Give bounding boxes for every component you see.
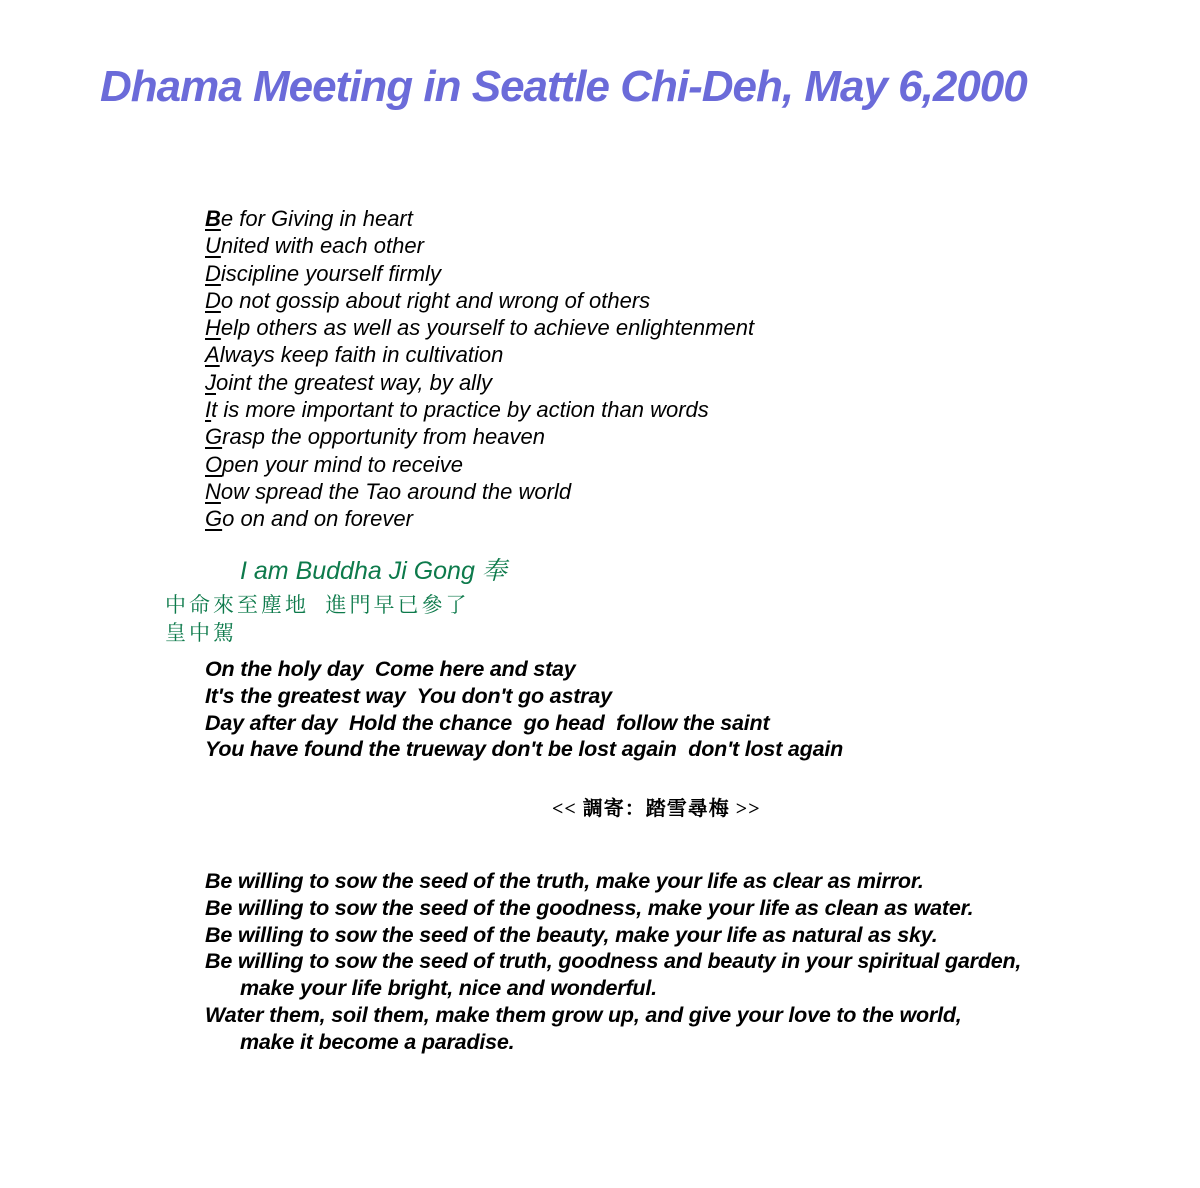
page-title: Dhama Meeting in Seattle Chi-Deh, May 6,2000: [100, 62, 1027, 111]
acrostic-lead-letter: B: [205, 206, 221, 231]
closing-line: Be willing to sow the seed of the truth, make your life as clear as mirror.: [205, 869, 924, 893]
acrostic-lead-letter: U: [205, 233, 221, 259]
closing-line: Be willing to sow the seed of truth, goodness and beauty in your spiritual garden,: [205, 949, 1022, 974]
acrostic-line: Discipline yourself firmly: [205, 260, 441, 286]
acrostic-lead-letter: D: [205, 260, 221, 286]
acrostic-line: Help others as well as yourself to achieve enlightenment: [205, 315, 755, 341]
tune-note: << 調寄：踏雪尋梅 >>: [552, 798, 761, 820]
acrostic-lead-letter: I: [205, 397, 212, 423]
verse-line: On the holy day Come here and stay: [205, 657, 576, 681]
closing-line: make your life bright, nice and wonderful.: [240, 976, 657, 1001]
acrostic-line: United with each other: [205, 233, 424, 259]
acrostic-line: Do not gossip about right and wrong of others: [205, 287, 651, 313]
closing-line: Be willing to sow the seed of the goodness, make your life as clean as water.: [205, 895, 974, 920]
acrostic-lead-letter: H: [205, 315, 221, 341]
acrostic-line: Always keep faith in cultivation: [205, 342, 504, 368]
acrostic-lead-letter: J: [205, 369, 216, 395]
acrostic-lead-letter: G: [205, 506, 223, 532]
chinese-line-2: 皇中駕: [165, 621, 237, 645]
acrostic-line: It is more important to practice by action than words: [205, 397, 709, 423]
acrostic-line: Go on and on forever: [205, 506, 413, 532]
closing-stanza: [205, 868, 1021, 1056]
verse-line: You have found the trueway don't be lost again don't lost again: [205, 737, 844, 762]
closing-line: Be willing to sow the seed of the beauty, make your life as natural as sky.: [205, 922, 938, 947]
verse-line: Day after day Hold the chance go head follow the saint: [205, 710, 770, 735]
acrostic-line: Grasp the opportunity from heaven: [205, 424, 545, 450]
hymn-verse: [205, 656, 843, 763]
acrostic-line: Be for Giving in heart: [205, 206, 413, 231]
acrostic-line: Joint the greatest way, by ally: [205, 369, 492, 395]
acrostic-line: Now spread the Tao around the world: [205, 478, 572, 504]
acrostic-poem: [205, 205, 754, 533]
acrostic-lead-letter: G: [205, 424, 223, 450]
verse-line: It's the greatest way You don't go astray: [205, 683, 612, 708]
acrostic-lead-letter: D: [205, 287, 221, 313]
closing-line: make it become a paradise.: [240, 1029, 515, 1054]
acrostic-lead-letter: A: [205, 342, 220, 368]
acrostic-lead-letter: O: [205, 451, 223, 477]
acrostic-lead-letter: N: [205, 478, 221, 504]
chinese-line-1: 中命來至塵地 進門早已參了: [165, 593, 470, 617]
closing-line: Water them, soil them, make them grow up, and give your love to the world,: [205, 1002, 962, 1027]
acrostic-line: Open your mind to receive: [205, 451, 464, 477]
signature-line: I am Buddha Ji Gong 奉: [240, 557, 507, 585]
